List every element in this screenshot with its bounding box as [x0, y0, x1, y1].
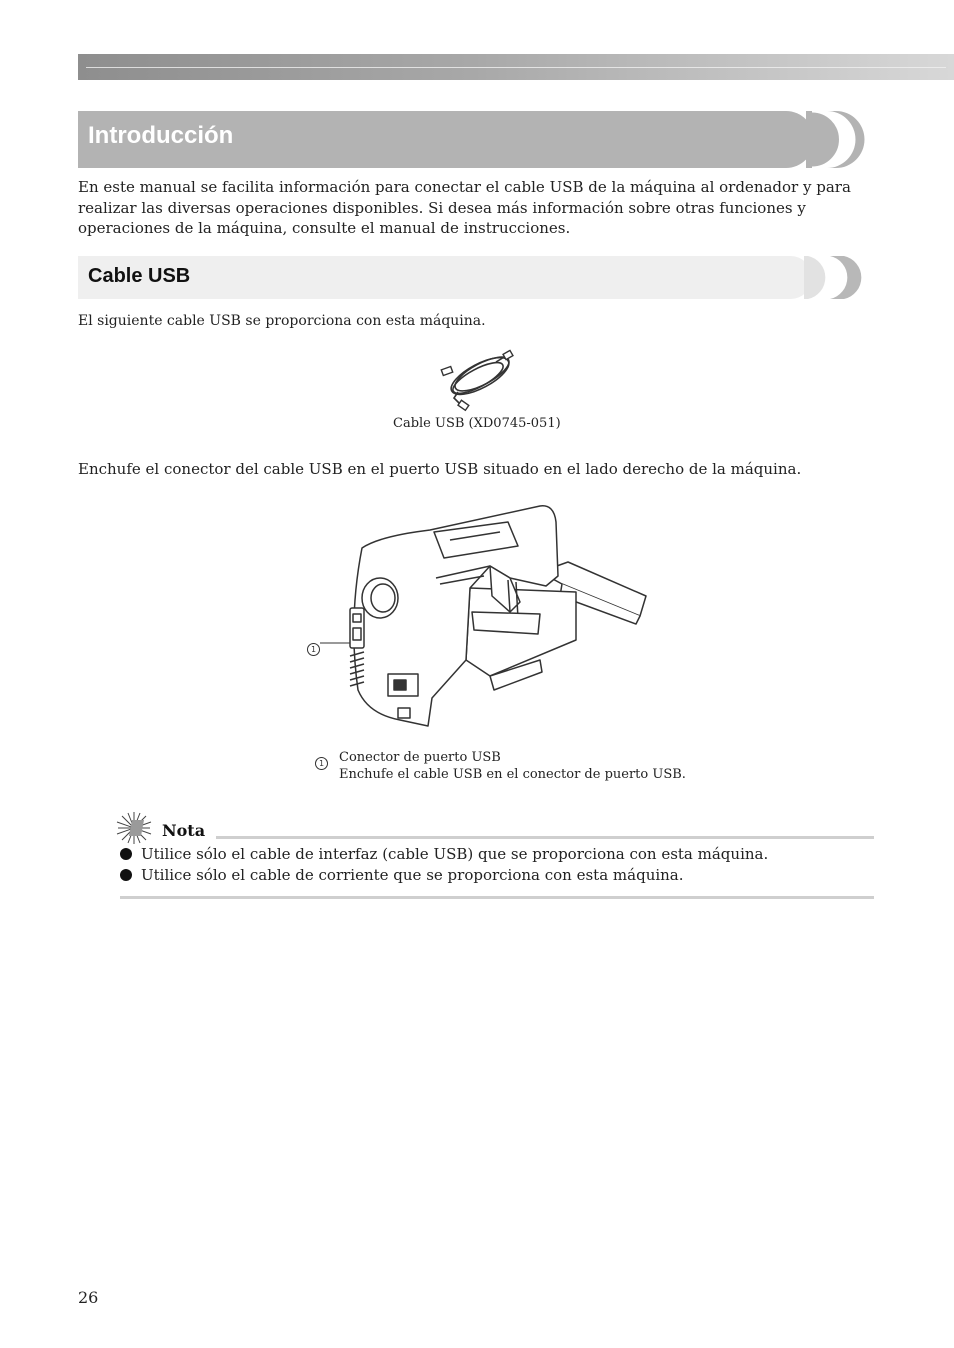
callout-leader-line [320, 638, 352, 648]
sewing-machine-illustration [340, 500, 652, 732]
header-band-line [86, 67, 946, 68]
note-bottom-rule [120, 896, 874, 899]
connect-instruction: Enchufe el conector del cable USB en el puerto USB situado en el lado derecho de la máquina. [78, 460, 802, 478]
intro-paragraph: En este manual se facilita información para conectar el cable USB de la máquina al ordenador y para realizar las diversas operaciones disponibles. Si desea más información sobre otras funciones y operaciones de la máquina, consulte el manual de instrucciones. [78, 178, 851, 237]
bullet-icon [120, 869, 132, 881]
figure-callout [307, 637, 320, 656]
title-tab-decoration [806, 111, 870, 168]
legend-description: Enchufe el cable USB en el conector de puerto USB. [339, 767, 686, 782]
note-item [120, 866, 684, 884]
legend-title: Conector de puerto USB [339, 750, 501, 765]
usb-cable-illustration [434, 348, 518, 412]
note-item-text: Utilice sólo el cable de corriente que se proporciona con esta máquina. [141, 866, 684, 884]
bullet-icon [120, 848, 132, 860]
legend-number: 1 [315, 757, 328, 770]
section-title: Cable USB [88, 265, 191, 287]
section-intro-text: El siguiente cable USB se proporciona con esta máquina. [78, 313, 486, 329]
note-title: Nota [162, 821, 206, 840]
note-star-icon [114, 810, 154, 846]
legend-number-marker [315, 751, 328, 770]
chapter-title-band [78, 111, 814, 168]
cable-caption: Cable USB (XD0745-051) [393, 416, 561, 431]
note-item [120, 845, 768, 863]
section-title-band [78, 256, 812, 299]
note-item-text: Utilice sólo el cable de interfaz (cable USB) que se proporciona con esta máquina. [141, 845, 769, 863]
callout-number: 1 [307, 643, 320, 656]
page-number: 26 [78, 1288, 99, 1307]
top-header-band [78, 54, 954, 80]
note-top-rule [216, 836, 874, 839]
section-tab-decoration [804, 256, 868, 299]
chapter-title: Introducción [88, 122, 234, 149]
